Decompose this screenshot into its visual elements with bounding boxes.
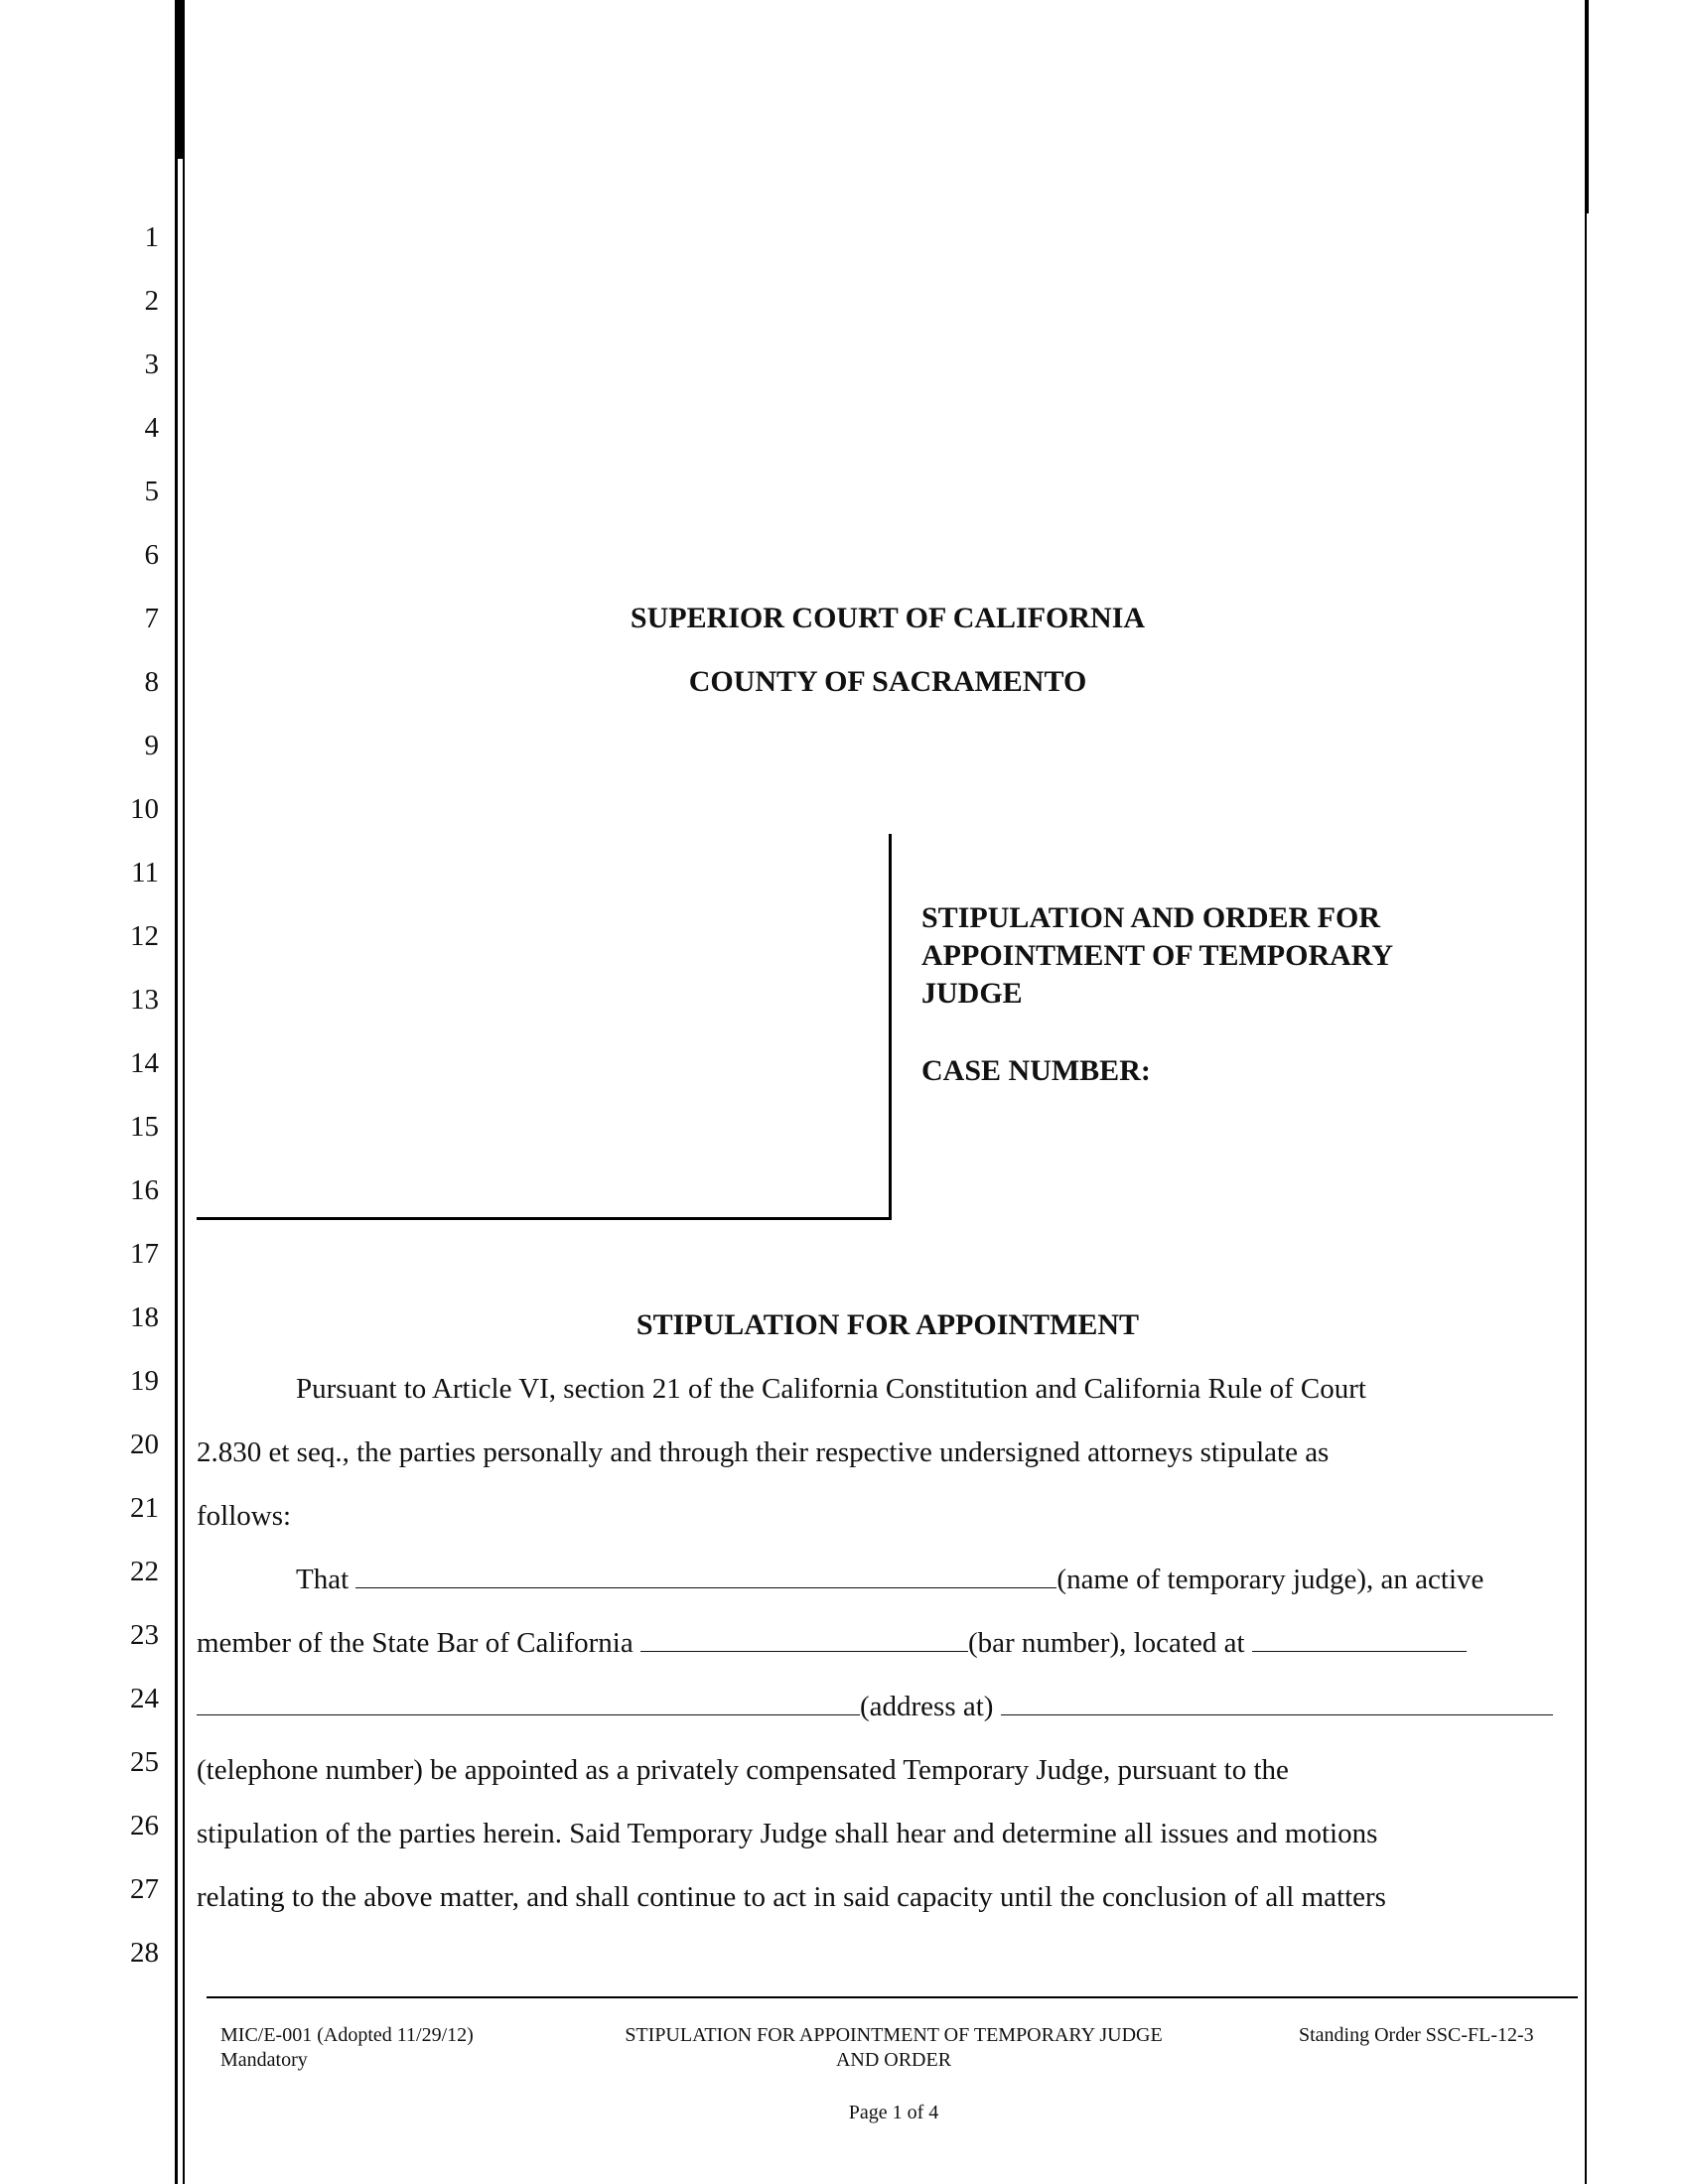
temporary-judge-name-label: (name of temporary judge), an active (1056, 1564, 1484, 1595)
telephone-blank[interactable] (1001, 1689, 1553, 1715)
line-number: 8 (144, 666, 159, 698)
caption-title-line: STIPULATION AND ORDER FOR (921, 901, 1380, 934)
state-bar-text: member of the State Bar of California (197, 1627, 633, 1659)
caption-title-line: JUDGE (921, 977, 1023, 1010)
address-label: (address at) (860, 1691, 994, 1722)
left-margin-rule-outer (175, 0, 178, 2184)
line-number: 6 (144, 539, 159, 571)
body-line-27: relating to the above matter, and shall continue to act in said capacity until the conclusion of all matters (197, 1881, 1386, 1913)
line-number: 28 (130, 1937, 159, 1969)
body-line-21: follows: (197, 1500, 292, 1532)
line-number: 12 (130, 920, 159, 952)
left-margin-rule-top-heavy (175, 0, 185, 159)
body-line-19: Pursuant to Article VI, section 21 of the California Constitution and California Rule of Court (296, 1373, 1366, 1405)
body-line-26: stipulation of the parties herein. Said Temporary Judge shall hear and determine all issues and motions (197, 1818, 1378, 1849)
caption-title-line: APPOINTMENT OF TEMPORARY (921, 939, 1394, 972)
caption-horizontal-rule (197, 1217, 892, 1220)
footer-title-line: AND ORDER (835, 2049, 952, 2071)
line-number: 18 (130, 1301, 159, 1333)
line-number: 15 (130, 1111, 159, 1143)
court-county: COUNTY OF SACRAMENTO (688, 665, 1087, 698)
line-number: 14 (130, 1047, 159, 1079)
line-number: 2 (144, 285, 159, 317)
body-line-24 (197, 1689, 1579, 1724)
footer-page-number: Page 1 of 4 (848, 2102, 939, 2123)
location-blank[interactable] (1252, 1625, 1467, 1652)
footer-form-id: MIC/E-001 (Adopted 11/29/12) (220, 2024, 474, 2046)
body-line-23 (197, 1625, 1579, 1661)
line-number: 22 (130, 1556, 159, 1587)
line-number: 10 (130, 793, 159, 825)
line-number: 4 (144, 412, 159, 444)
line-number: 19 (130, 1365, 159, 1397)
line-number: 21 (130, 1492, 159, 1524)
line-number: 13 (130, 984, 159, 1016)
footer-rule (207, 1996, 1578, 1998)
right-margin-rule (1585, 0, 1587, 2184)
that-text: That (296, 1564, 350, 1595)
line-number: 26 (130, 1810, 159, 1842)
line-number: 11 (131, 857, 159, 888)
line-number: 7 (144, 603, 159, 634)
body-line-22 (197, 1562, 1579, 1597)
left-margin-rule-inner (183, 0, 185, 2184)
body-line-25: (telephone number) be appointed as a privately compensated Temporary Judge, pursuant to the (197, 1754, 1289, 1786)
footer-standing-order: Standing Order SSC-FL-12-3 (1299, 2024, 1534, 2046)
bar-number-label: (bar number), located at (967, 1627, 1245, 1659)
footer-title-line: STIPULATION FOR APPOINTMENT OF TEMPORARY JUDGE (625, 2024, 1163, 2046)
right-margin-rule-top-heavy (1585, 0, 1589, 213)
caption-vertical-rule (889, 834, 892, 1220)
bar-number-blank[interactable] (640, 1625, 968, 1652)
line-number: 24 (130, 1683, 159, 1714)
case-number-label: CASE NUMBER: (921, 1054, 1151, 1087)
line-number: 1 (144, 221, 159, 253)
line-number: 20 (130, 1429, 159, 1460)
line-number: 3 (144, 348, 159, 380)
court-name: SUPERIOR COURT OF CALIFORNIA (630, 602, 1146, 634)
line-number: 25 (130, 1746, 159, 1778)
line-number: 27 (130, 1873, 159, 1905)
section-heading: STIPULATION FOR APPOINTMENT (635, 1308, 1140, 1341)
line-number: 5 (144, 476, 159, 507)
footer-mandatory: Mandatory (220, 2049, 308, 2071)
temporary-judge-name-blank[interactable] (355, 1562, 1056, 1588)
body-line-20: 2.830 et seq., the parties personally and through their respective undersigned attorneys stipulate as (197, 1436, 1330, 1468)
address-blank[interactable] (197, 1689, 860, 1715)
line-number: 16 (130, 1174, 159, 1206)
line-number: 17 (130, 1238, 159, 1270)
line-number: 9 (144, 730, 159, 761)
line-number: 23 (130, 1619, 159, 1651)
